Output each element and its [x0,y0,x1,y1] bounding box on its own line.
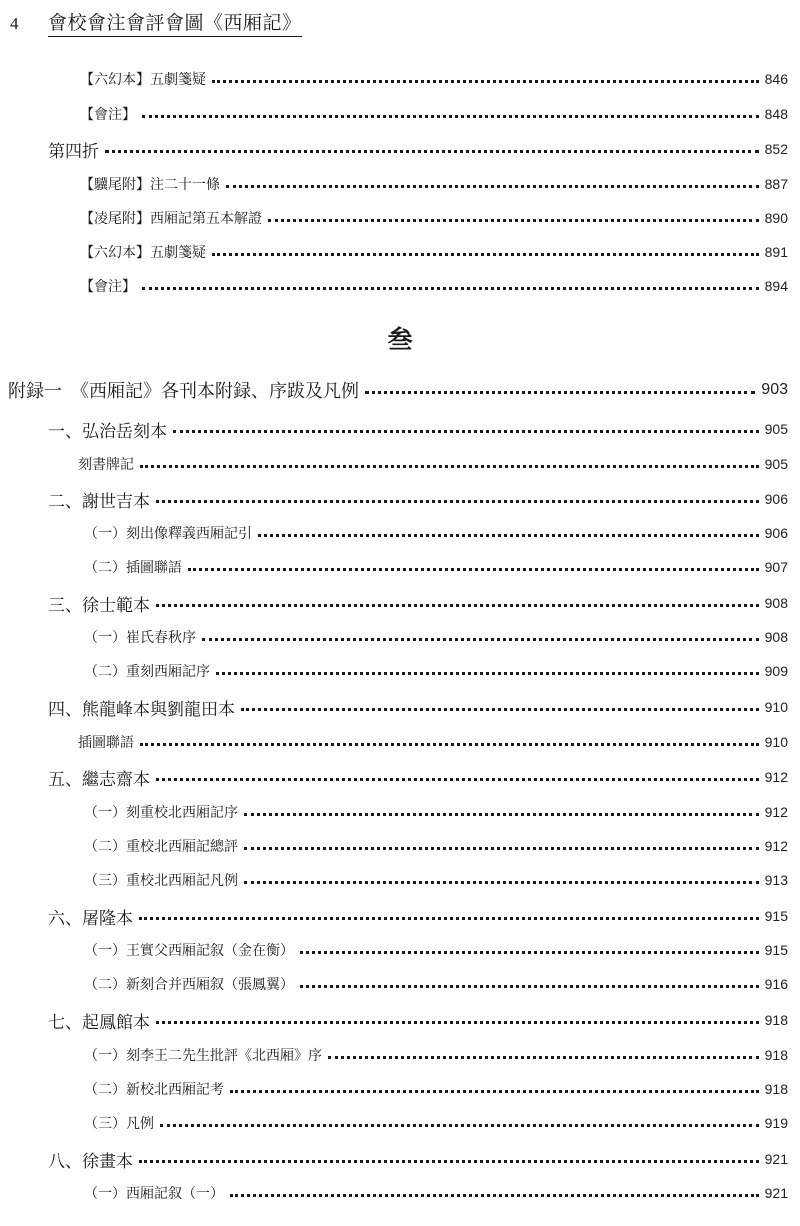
toc-entry-label: 【六幻本】五劇箋疑 [80,245,206,261]
dot-leader [156,604,759,607]
toc-entry-page: 907 [764,559,788,575]
toc-entry-page: 909 [764,663,788,679]
toc-entry-label: （一）王實父西厢記叙（金在衡） [84,943,294,959]
toc-entry-label: （一）西厢記叙（一） [84,1186,224,1202]
dot-leader [105,150,759,153]
dot-leader [365,391,755,394]
toc-entry-label: （一）刻出像釋義西厢記引 [84,526,252,542]
dot-leader [300,985,759,988]
dot-leader [212,253,759,256]
toc-entry[interactable] [84,831,788,861]
toc-entry-label: 【凌尾附】西厢記第五本解證 [80,211,262,227]
page-number: 4 [10,14,19,33]
toc-entry-label: 附録一 《西厢記》各刊本附録、序跋及凡例 [8,381,359,402]
toc-entry-page: 913 [764,872,788,888]
toc-entry-page: 846 [764,71,788,87]
toc-entry-page: 890 [764,210,788,226]
toc-entry[interactable] [84,865,788,895]
toc-entry-label: （一）刻李王二先生批評《北西厢》序 [84,1048,322,1064]
toc-entry-label: 四、熊龍峰本與劉龍田本 [48,699,235,720]
toc-entry-page: 919 [764,1115,788,1131]
toc-entry[interactable] [80,64,788,94]
toc-entry-label: （一）刻重校北西厢記序 [84,805,238,821]
toc-entry-page: 912 [764,804,788,820]
toc-entry[interactable] [48,901,788,931]
dot-leader [139,1160,759,1163]
toc-entry-label: （二）新刻合并西厢叙（張鳳翼） [84,977,294,993]
toc-entry-label: （一）崔氏春秋序 [84,630,196,646]
toc-entry[interactable] [80,203,788,233]
toc-entry[interactable] [48,588,788,618]
toc-entry-label: （三）重校北西厢記凡例 [84,873,238,889]
toc-entry-page: 912 [764,838,788,854]
toc-entry-label: 【六幻本】五劇箋疑 [80,72,206,88]
toc-entry-page: 918 [764,1047,788,1063]
toc-entry[interactable] [84,969,788,999]
dot-leader [188,568,759,571]
dot-leader [156,500,759,503]
toc-entry-label: 【會注】 [80,279,136,295]
toc-entry[interactable] [84,935,788,965]
toc-entry-label: 【驥尾附】注二十一條 [80,177,220,193]
toc-entry-page: 918 [764,1012,788,1028]
dot-leader [244,847,759,850]
toc-entry-page: 894 [764,278,788,294]
toc-entry[interactable] [78,727,788,757]
toc-entry-page: 912 [764,769,788,785]
dot-leader [142,287,759,290]
toc-entry[interactable] [80,237,788,267]
toc-entry-label: 第四折 [48,141,99,162]
toc-entry[interactable] [84,656,788,686]
toc-entry-page: 903 [761,381,788,398]
toc-entry-label: 一、弘治岳刻本 [48,421,167,442]
dot-leader [230,1090,759,1093]
toc-entry[interactable] [84,518,788,548]
toc-entry-label: （二）新校北西厢記考 [84,1082,224,1098]
toc-entry-label: （三）凡例 [84,1116,154,1132]
toc-entry-page: 910 [764,699,788,715]
dot-leader [328,1056,759,1059]
toc-entry-page: 891 [764,244,788,260]
toc-entry-label: 五、繼志齋本 [48,769,150,790]
toc-entry-label: （二）重刻西厢記序 [84,664,210,680]
toc-entry[interactable] [48,692,788,722]
dot-leader [156,1021,759,1024]
toc-entry-page: 848 [764,106,788,122]
toc-entry-page: 921 [764,1185,788,1201]
toc-entry-page: 915 [764,942,788,958]
toc-entry[interactable] [84,1108,788,1138]
dot-leader [244,813,759,816]
toc-entry[interactable] [84,1040,788,1070]
dot-leader [244,881,759,884]
dot-leader [241,708,759,711]
toc-entry-page: 906 [764,525,788,541]
toc-entry-label: 插圖聯語 [78,735,134,751]
toc-entry-page: 908 [764,595,788,611]
dot-leader [156,778,759,781]
toc-entry[interactable] [84,797,788,827]
dot-leader [142,115,759,118]
toc-entry-page: 921 [764,1151,788,1167]
toc-entry-page: 905 [764,456,788,472]
toc-entry-label: 二、謝世吉本 [48,491,150,512]
toc-entry-page: 887 [764,176,788,192]
toc-entry-label: 八、徐畫本 [48,1151,133,1172]
toc-entry[interactable] [48,762,788,792]
toc-entry-page: 905 [764,421,788,437]
toc-entry[interactable] [84,552,788,582]
dot-leader [202,638,759,641]
running-header [0,10,800,40]
appendix-heading[interactable] [8,375,788,405]
toc-entry[interactable] [48,1144,788,1174]
dot-leader [258,534,759,537]
toc-entry[interactable] [80,99,788,129]
dot-leader [160,1124,759,1127]
dot-leader [230,1194,759,1197]
toc-entry-page: 852 [764,141,788,157]
toc-entry-page: 908 [764,629,788,645]
toc-entry-page: 915 [764,908,788,924]
toc-entry-label: （二）插圖聯語 [84,560,182,576]
toc-entry-page: 906 [764,491,788,507]
toc-entry[interactable] [80,169,788,199]
toc-entry-label: 刻書牌記 [78,457,134,473]
toc-entry-label: 三、徐士範本 [48,595,150,616]
toc-entry-label: 六、屠隆本 [48,908,133,929]
dot-leader [140,743,759,746]
toc-entry-label: 七、起鳳館本 [48,1012,150,1033]
toc-entry[interactable] [48,1005,788,1035]
dot-leader [300,951,759,954]
toc-entry[interactable] [84,1178,788,1208]
dot-leader [226,185,759,188]
toc-entry-label: 【會注】 [80,107,136,123]
toc-entry[interactable] [78,449,788,479]
toc-entry[interactable] [48,134,788,164]
toc-entry-page: 918 [764,1081,788,1097]
toc-entry-label: （二）重校北西厢記總評 [84,839,238,855]
dot-leader [173,430,759,433]
book-title: 會校會注會評會圖《西厢記》 [48,10,302,37]
dot-leader [268,219,759,222]
dot-leader [140,465,759,468]
toc-entry[interactable] [48,484,788,514]
dot-leader [139,917,759,920]
toc-entry[interactable] [84,622,788,652]
toc-entry[interactable] [80,271,788,301]
toc-entry-page: 910 [764,734,788,750]
dot-leader [212,80,759,83]
toc-entry[interactable] [84,1074,788,1104]
toc-entry[interactable] [48,414,788,444]
part-heading: 叁 [387,325,413,354]
dot-leader [216,672,759,675]
toc-entry-page: 916 [764,976,788,992]
